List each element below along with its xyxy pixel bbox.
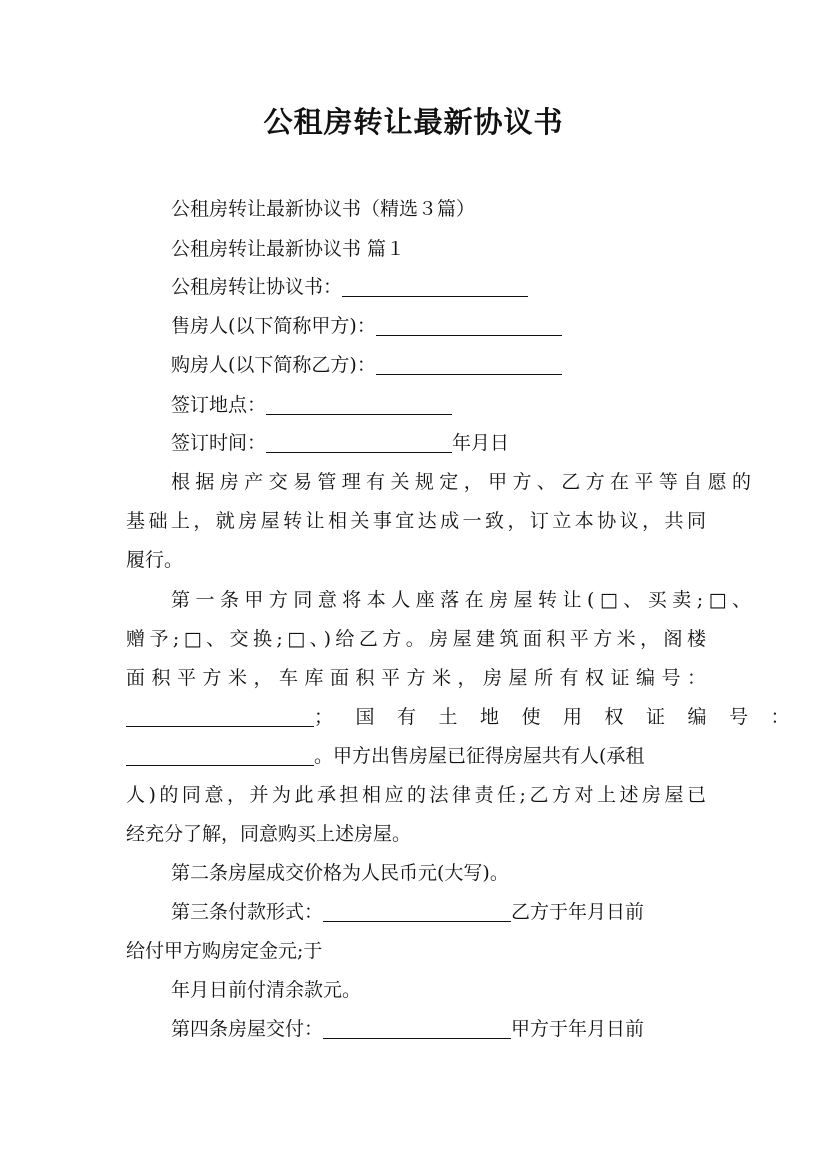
seller-label: 售房人(以下简称甲方)： <box>171 315 376 337</box>
ownership-cert-blank <box>126 704 314 727</box>
buyer-line <box>126 346 751 384</box>
article3-line-1 <box>126 893 751 931</box>
seller-line <box>126 307 751 345</box>
agreement-name-label: 公租房转让协议书： <box>171 276 343 298</box>
article1-line-2: 赠予;□、交换;□、)给乙方。房屋建筑面积平方米，阁楼 <box>126 628 706 650</box>
sign-place-blank <box>266 392 452 415</box>
agreement-name-line <box>126 268 751 306</box>
sign-time-line <box>126 424 751 462</box>
intro-line-2: 基础上，就房屋转让相关事宜达成一致，订立本协议，共同 <box>126 510 706 532</box>
payment-blank <box>323 899 511 922</box>
article4-line-1-tail: 甲方于年月日前 <box>511 1018 645 1040</box>
article3-line-1-tail: 乙方于年月日前 <box>511 901 645 923</box>
sign-time-blank <box>266 430 452 453</box>
agreement-name-blank <box>342 274 528 297</box>
intro-line-1: 根据房产交易管理有关规定，甲方、乙方在平等自愿的 <box>171 471 751 493</box>
land-cert-blank <box>126 743 314 766</box>
buyer-label: 购房人(以下简称乙方)： <box>171 354 376 376</box>
article1-line-4 <box>126 698 813 736</box>
article2-line-1: 第二条房屋成交价格为人民币元(大写)。 <box>171 862 509 884</box>
article1-line-5 <box>126 737 706 775</box>
intro-line-3: 履行。 <box>126 549 184 571</box>
seller-blank <box>376 313 562 336</box>
sign-time-date: 年月日 <box>452 432 510 454</box>
payment-label: 第三条付款形式： <box>171 901 324 923</box>
sign-place-line <box>126 386 751 424</box>
buyer-blank <box>376 352 562 375</box>
sign-place-label: 签订地点： <box>171 394 267 416</box>
delivery-blank <box>323 1016 511 1039</box>
subtitle-line: 公租房转让最新协议书（精选３篇） <box>171 198 476 220</box>
article1-line-1: 第一条甲方同意将本人座落在房屋转让(□、买卖;□、 <box>171 589 751 611</box>
document-title: 公租房转让最新协议书 <box>263 105 564 139</box>
sign-time-label: 签订时间： <box>171 432 267 454</box>
article1-line-3: 面积平方米，车库面积平方米，房屋所有权证编号： <box>126 667 706 689</box>
article3-line-3: 年月日前付清余款元。 <box>171 979 362 1001</box>
delivery-label: 第四条房屋交付： <box>171 1018 324 1040</box>
article3-line-2: 给付甲方购房定金元;于 <box>126 940 323 962</box>
section-heading: 公租房转让最新协议书 篇１ <box>171 238 406 260</box>
article1-line-5-text: 。甲方出售房屋已征得房屋共有人(承租 <box>314 745 645 767</box>
article1-line-7: 经充分了解，同意购买上述房屋。 <box>126 823 412 845</box>
land-cert-label: ；国有土地使用权证编号： <box>314 706 813 728</box>
article1-line-6: 人)的同意，并为此承担相应的法律责任;乙方对上述房屋已 <box>126 784 706 806</box>
article4-line-1 <box>126 1010 751 1048</box>
